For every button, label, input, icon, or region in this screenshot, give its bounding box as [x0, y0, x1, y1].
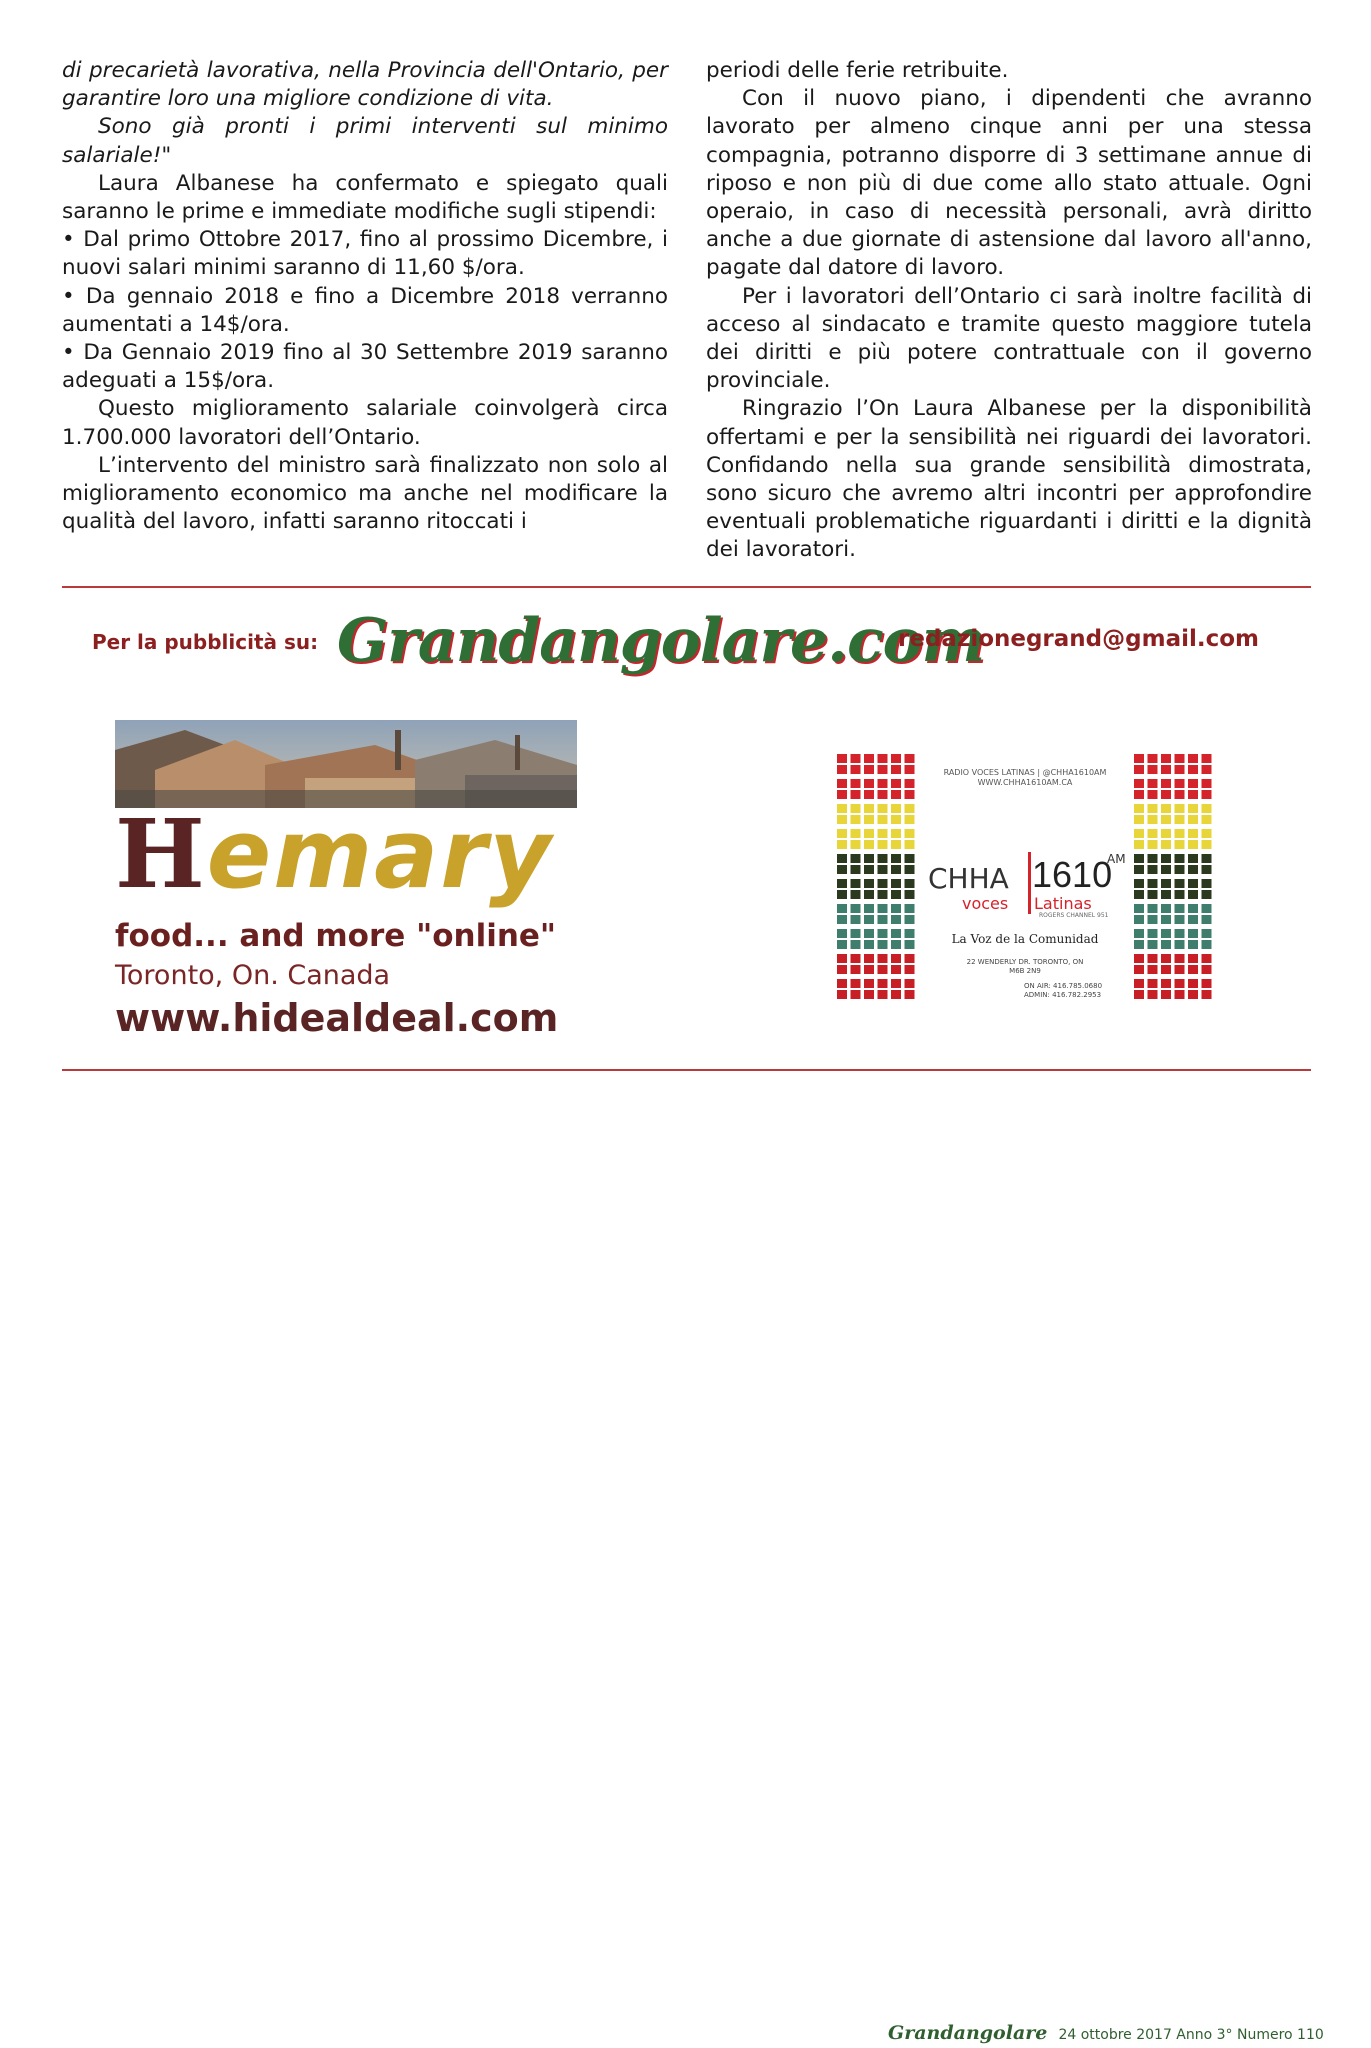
hemary-city: Toronto, On. Canada: [115, 960, 391, 991]
article-right-column: [706, 57, 1312, 565]
chha-callsign: CHHA: [928, 862, 1009, 895]
address-line: M6B 2N9: [1009, 967, 1041, 975]
ad-banner: [62, 606, 1311, 676]
chha-band: AM: [1107, 852, 1126, 866]
chha-logo: [924, 852, 1126, 919]
hemary-url-link[interactable]: www.hidealdeal.com: [115, 996, 559, 1040]
brand-rest: emary: [206, 800, 554, 910]
chha-address: [924, 958, 1126, 976]
grandangolare-logo[interactable]: Grandangolare.com: [337, 606, 985, 676]
paragraph: Laura Albanese ha confermato e spiegato quali saranno le prime e immediate modifiche sugli stipendi:: [62, 170, 668, 225]
ad-label: Per la pubblicità su:: [92, 630, 319, 654]
article-left-column: [62, 57, 668, 536]
paragraph: Per i lavoratori dell’Ontario ci sarà inoltre facilità di acceso al sindacato e tramite questo maggiore tutela dei diritti e più potere contrattuale con il governo provinciale.: [706, 283, 1312, 394]
chha-slogan: La Voz de la Comunidad: [951, 932, 1099, 946]
paragraph: Questo miglioramento salariale coinvolgerà circa 1.700.000 lavoratori dell’Ontario.: [62, 396, 668, 450]
address-line: 22 WENDERLY DR. TORONTO, ON: [966, 958, 1084, 966]
rooftops-photo: [115, 720, 577, 808]
divider-bottom: [62, 1069, 1311, 1071]
chha-rogers: ROGERS CHANNEL 951: [1039, 912, 1109, 919]
chha-radio-ad[interactable]: [836, 752, 1214, 1006]
chha-phones: [1024, 982, 1124, 1000]
brand-initial: H: [115, 799, 207, 910]
bullet-item: • Da Gennaio 2019 fino al 30 Settembre 2019 saranno adeguati a 15$/ora.: [62, 340, 668, 394]
chha-frequency: 1610: [1032, 854, 1113, 895]
chha-social: RADIO VOCES LATINAS | @CHHA1610AM: [943, 768, 1107, 777]
bullet-item: • Da gennaio 2018 e fino a Dicembre 2018 verranno aumentati a 14$/ora.: [62, 283, 668, 337]
ad-email-link[interactable]: redazionegrand@gmail.com: [898, 626, 1259, 652]
footer-issue-info: 24 ottobre 2017 Anno 3° Numero 110: [1058, 2027, 1324, 2043]
chha-divider: [1028, 852, 1031, 914]
hemary-tagline: food... and more "online": [115, 918, 557, 954]
page-footer: [888, 2022, 1324, 2044]
paragraph: periodi delle ferie retribuite.: [706, 58, 1009, 83]
chha-header: [924, 768, 1126, 788]
paragraph: di precarietà lavorativa, nella Provincia dell'Ontario, per garantire loro una migliore condizione di vita.: [62, 58, 668, 112]
hemary-brand: [115, 800, 553, 910]
chha-center-panel: [924, 752, 1126, 1006]
chha-latinas: Latinas: [1034, 894, 1092, 913]
hemary-ad[interactable]: [115, 720, 585, 1040]
bullet-item: • Dal primo Ottobre 2017, fino al prossimo Dicembre, i nuovi salari minimi saranno di 11,60 $/ora.: [62, 227, 668, 281]
onair-phone: ON AIR: 416.785.0680: [1024, 982, 1103, 990]
chha-voces: voces: [962, 894, 1009, 913]
divider-top: [62, 586, 1311, 588]
paragraph: Ringrazio l’On Laura Albanese per la disponibilità offertami e per la sensibilità nei riguardi dei lavoratori. Confidando nella sua grande sensibilità dimostrata, sono sicuro che avremo altri incontri per approfondire eventuali problematiche riguardanti i diritti e la dignità dei lavoratori.: [706, 396, 1312, 563]
admin-phone: ADMIN: 416.782.2953: [1024, 991, 1102, 999]
footer-brand: Grandangolare: [888, 2022, 1048, 2044]
paragraph: Con il nuovo piano, i dipendenti che avranno lavorato per almeno cinque anni per una stessa compagnia, potranno disporre di 3 settimane annue di riposo e non più di due come allo stato attuale. Ogni operaio, in caso di necessità personali, avrà diritto anche a due giornate di astensione dal lavoro all'anno, pagate dal datore di lavoro.: [706, 86, 1312, 281]
paragraph: Sono già pronti i primi interventi sul minimo salariale!": [62, 114, 668, 168]
chha-web: WWW.CHHA1610AM.CA: [977, 778, 1073, 787]
paragraph: L’intervento del ministro sarà finalizzato non solo al miglioramento economico ma anche nel modificare la qualità del lavoro, infatti saranno ritoccati i: [62, 452, 668, 535]
